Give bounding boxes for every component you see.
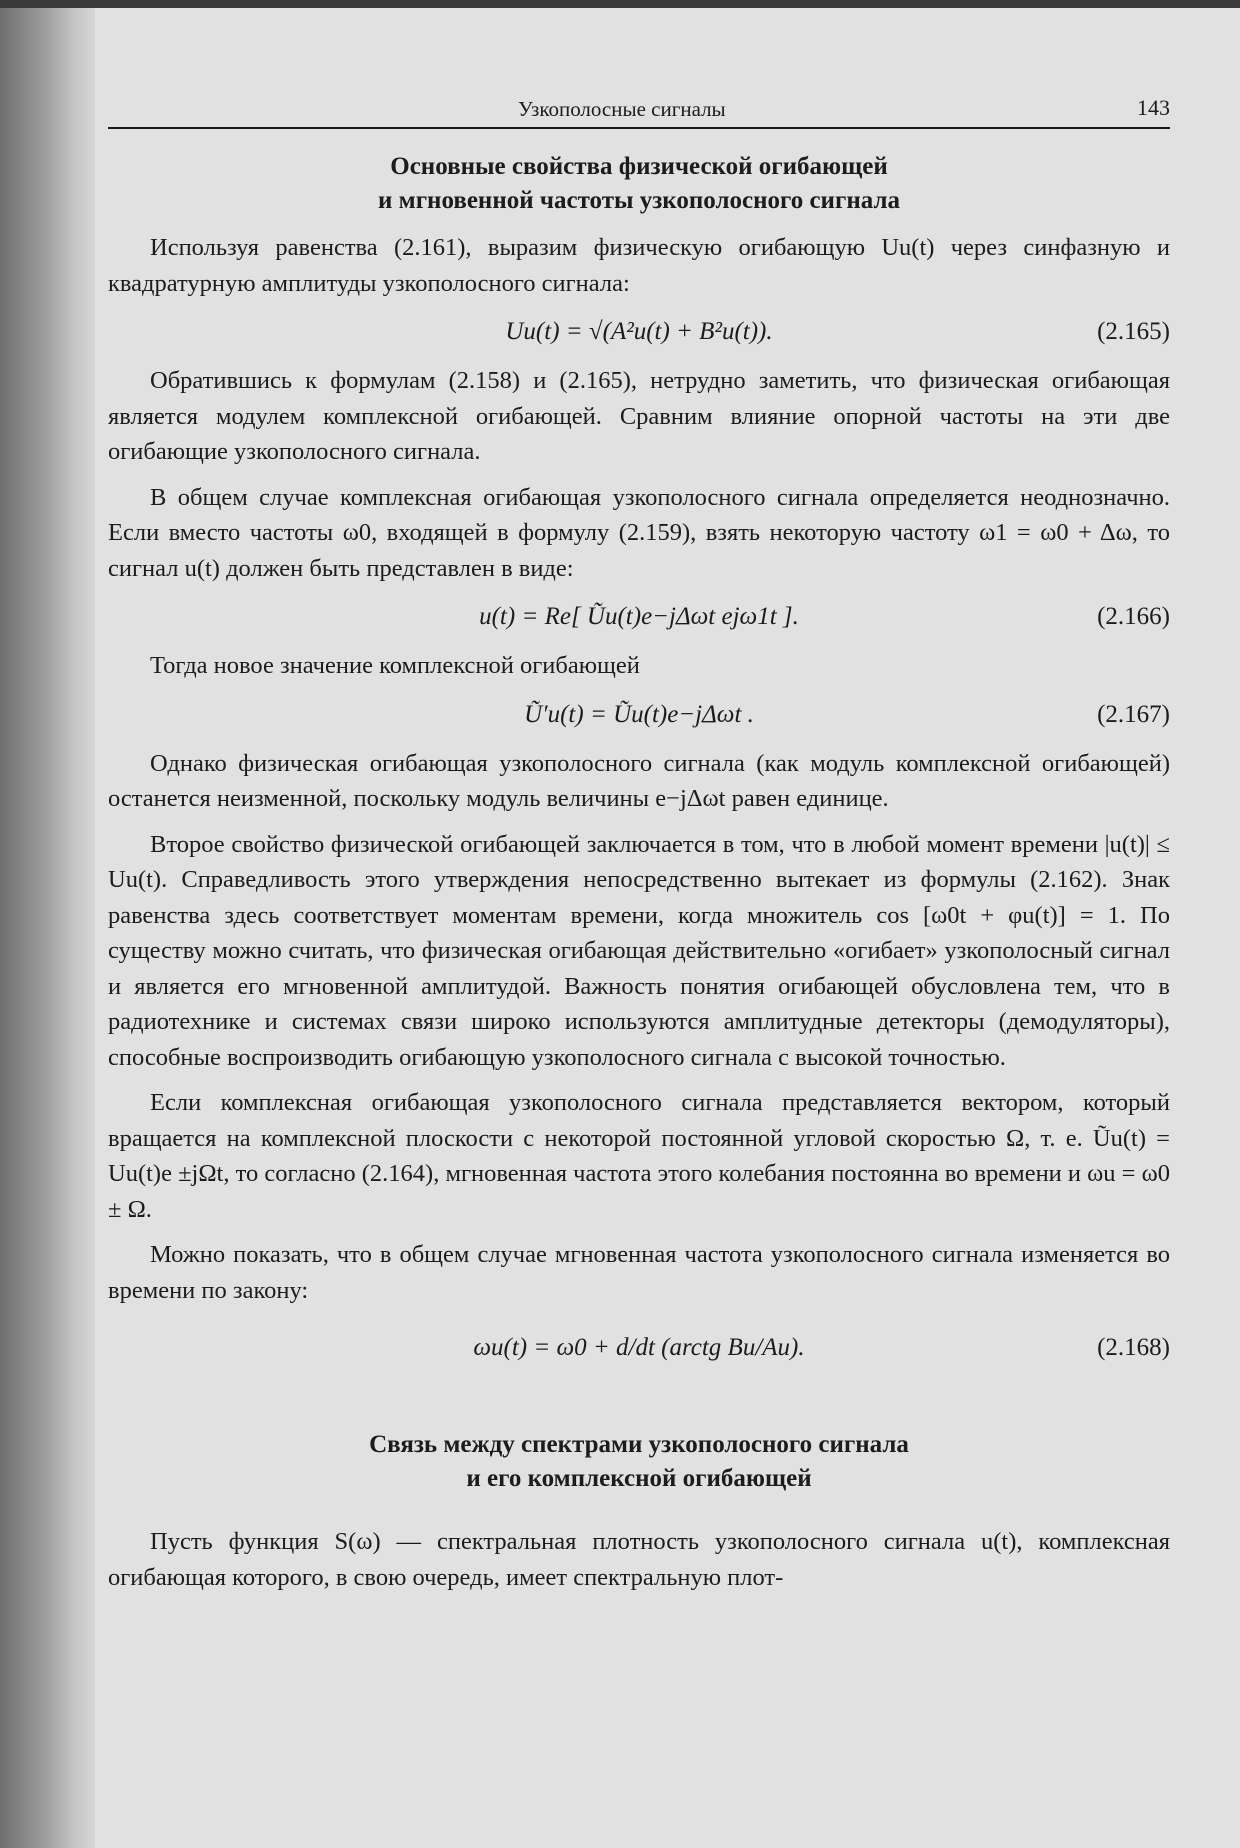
paragraph: Однако физическая огибающая узкополосного сигнала (как модуль комплексной огибающей) останется неизменной, поскольку модуль величины e−jΔωt равен единице. [108,749,1170,812]
paragraph: Используя равенства (2.161), выразим физическую огибающую Uu(t) через синфазную и квадратурную амплитуды узкополосного сигнала: [108,234,1170,297]
section-heading-envelope-properties [108,150,1170,218]
equation-number: (2.165) [1097,318,1170,345]
paragraph: Второе свойство физической огибающей заключается в том, что в любой момент времени |u(t)| ≤ Uu(t). Справедливость этого утверждения непосредственно вытекает из формулы (2.162). Знак равенства здесь соответствует моментам времени, когда множитель cos [ω0t + φu(t)] = 1. По существу можно считать, что физическая огибающая действительно «огибает» узкополосный сигнал и является его мгновенной амплитудой. Важность понятия огибающей обусловлена тем, что в радиотехнике и системах связи широко используются амплитудные детекторы (демодуляторы), способные воспроизводить огибающую узкополосного сигнала с высокой точностью. [108,830,1170,1071]
page-content [108,150,1170,1595]
heading-line: Связь между спектрами узкополосного сигнала [369,1431,909,1458]
heading-line: и мгновенной частоты узкополосного сигнала [378,187,900,214]
equation-number: (2.167) [1097,700,1170,728]
scan-top-edge [0,0,1240,8]
page-number: 143 [1137,95,1170,120]
equation-2-167 [108,684,1170,746]
equation-number: (2.166) [1097,603,1170,630]
equation-2-166 [108,586,1170,648]
equation-2-168 [108,1308,1170,1388]
paragraph: В общем случае комплексная огибающая узкополосного сигнала определяется неоднозначно. Если вместо частоты ω0, входящей в формулу (2.159), взять некоторую частоту ω1 = ω0 + Δω, то сигнал u(t) должен быть представлен в виде: [108,483,1170,582]
equation-body: Ũ′u(t) = Ũu(t)e−jΔωt . [524,700,754,728]
paragraph: Обратившись к формулам (2.158) и (2.165), нетрудно заметить, что физическая огибающая является модулем комплексной огибающей. Сравним влияние опорной частоты на эти две огибающие узкополосного сигнала. [108,367,1170,465]
paragraph: Тогда новое значение комплексной огибающей [150,652,640,679]
equation-number: (2.168) [1097,1334,1170,1361]
book-spine-shadow [0,0,95,1848]
equation-2-165 [108,301,1170,363]
heading-line: и его комплексной огибающей [466,1465,812,1492]
equation-body: ωu(t) = ω0 + d/dt (arctg Bu/Au). [473,1334,805,1361]
section-heading-spectra-relation [108,1428,1170,1496]
heading-line: Основные свойства физической огибающей [390,153,888,180]
running-header [108,95,1170,129]
paragraph: Пусть функция S(ω) — спектральная плотность узкополосного сигнала u(t), комплексная огибающая которого, в свою очередь, имеет спектральную плот- [108,1528,1170,1591]
paragraph: Если комплексная огибающая узкополосного сигнала представляется вектором, который вращается на комплексной плоскости с некоторой постоянной угловой скоростью Ω, т. е. Ũu(t) = Uu(t)e ±jΩt, то согласно (2.164), мгновенная частота этого колебания постоянна во времени и ωu = ω0 ± Ω. [108,1089,1170,1223]
equation-body: u(t) = Re[ Ũu(t)e−jΔωt ejω1t ]. [479,603,799,630]
running-title: Узкополосные сигналы [518,97,726,121]
equation-body: Uu(t) = √(A²u(t) + B²u(t)). [505,318,773,345]
paragraph: Можно показать, что в общем случае мгновенная частота узкополосного сигнала изменяется во времени по закону: [108,1241,1170,1304]
